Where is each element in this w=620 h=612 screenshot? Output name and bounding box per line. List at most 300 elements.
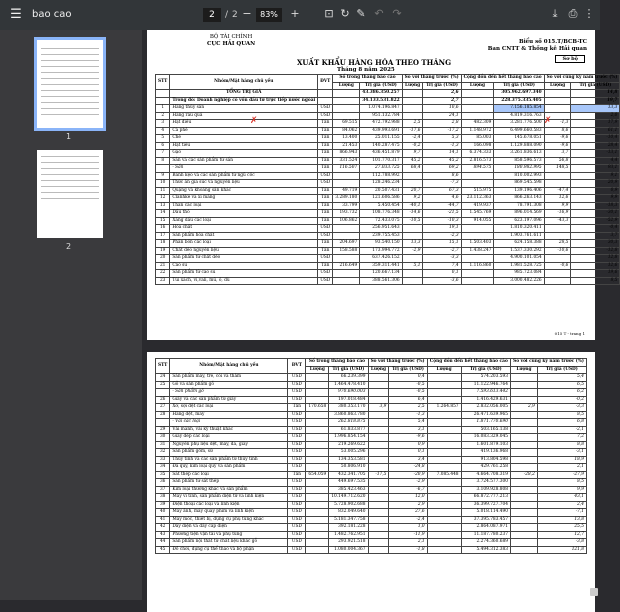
table-cell: 2.816.573	[461, 157, 494, 165]
col-unit: ĐVT	[318, 75, 333, 90]
table-cell: Tấn	[318, 157, 333, 165]
table-cell	[427, 426, 461, 434]
table-cell: -21,5	[423, 210, 461, 218]
table-cell	[333, 105, 360, 113]
table-cell: 3,4	[389, 456, 427, 464]
table-cell: 3,9	[368, 404, 389, 412]
table-cell: Sản phẩm gốm, sứ	[170, 449, 288, 457]
table-cell	[402, 105, 423, 113]
table-cell: 13,3	[571, 105, 620, 113]
table-cell: 139.196.406	[494, 187, 544, 195]
table-cell: 913.804.598	[461, 456, 510, 464]
table-cell: -3,6	[423, 277, 461, 285]
table-cell: 832.049.640	[329, 509, 368, 517]
table-cell: 193.732	[333, 210, 360, 218]
table-cell: 637.426.152	[360, 255, 402, 263]
table-cell	[333, 97, 360, 105]
table-cell: Bánh kẹo và các sản phẩm từ ngũ cốc	[170, 172, 318, 180]
table-cell: 3.281.776.500	[494, 120, 544, 128]
table-cell: -10,4	[571, 135, 620, 143]
table-cell	[461, 105, 494, 113]
table-cell: 7.156.185.854	[494, 105, 544, 113]
table-cell	[306, 449, 329, 457]
table-cell: 19,1	[423, 225, 461, 233]
table-cell: Sản phẩm từ cao su	[170, 270, 318, 278]
table-cell	[510, 456, 537, 464]
table-cell: 170.658	[306, 404, 329, 412]
sub-qty: Lượng	[427, 366, 461, 374]
table-cell: 1.503.403	[461, 240, 494, 248]
table-cell: 0,9	[389, 441, 427, 449]
table-cell: -43,3	[544, 217, 571, 225]
table-cell: USD	[288, 449, 306, 457]
table-cell: Tấn	[318, 127, 333, 135]
table-cell: 2,9	[389, 501, 427, 509]
table-cell: 216.649	[333, 262, 360, 270]
table-cell	[306, 419, 329, 427]
table-cell: 11.122.946.764	[461, 381, 510, 389]
table-cell: 2,1	[537, 464, 586, 472]
table-cell: 49.719	[333, 187, 360, 195]
table-cell: USD	[318, 225, 333, 233]
table-cell: 121.606.586	[360, 195, 402, 203]
table-cell	[461, 112, 494, 120]
table-cell	[427, 479, 461, 487]
table-cell: Trong đó: Doanh nghiệp có vốn đầu tư trực tiếp nước ngoài	[170, 97, 318, 105]
table-cell: Sản phẩm từ chất dẻo	[170, 255, 318, 263]
table-cell	[510, 516, 537, 524]
table-cell	[510, 374, 537, 382]
page-total: 2	[232, 10, 238, 20]
table-cell: 20	[156, 255, 170, 263]
table-cell: 43.386.350.257	[360, 90, 402, 98]
table-cell	[402, 112, 423, 120]
table-cell: Chè	[170, 135, 318, 143]
table-cell: Tấn	[318, 217, 333, 225]
table-cell: - Vải các loại	[170, 419, 288, 427]
table-cell	[402, 270, 423, 278]
table-cell: -10,3	[423, 217, 461, 225]
table-cell: 21	[156, 262, 170, 270]
table-cell: 16.083.329.045	[461, 434, 510, 442]
table-cell: 482.309	[461, 120, 494, 128]
zoom-input[interactable]: 83%	[256, 8, 282, 22]
table-cell	[306, 434, 329, 442]
sub-qty: Lượng	[306, 366, 329, 374]
table-cell: Nguyên phụ liệu dệt, may, da, giày	[170, 441, 288, 449]
table-cell: 17,9	[571, 120, 620, 128]
table-cell	[368, 441, 389, 449]
table-cell: 204.697	[333, 240, 360, 248]
table-cell: -2,4	[402, 135, 423, 143]
table-cell: 66.872.777.213	[461, 494, 510, 502]
table-cell: -52,9	[571, 217, 620, 225]
table-cell	[306, 389, 329, 397]
table-cell	[333, 225, 360, 233]
table-cell: -2,4	[389, 516, 427, 524]
table-cell	[461, 255, 494, 263]
table-cell	[368, 449, 389, 457]
table-cell: USD	[288, 539, 306, 547]
table-cell: 7.085.448	[427, 471, 461, 479]
table-cell: -2,9	[389, 479, 427, 487]
table-cell: 11	[156, 187, 170, 195]
table-cell: 53.005.296	[329, 449, 368, 457]
table-cell: 1.464.478.410	[329, 381, 368, 389]
table-cell: 45	[156, 546, 170, 554]
table-row	[156, 225, 620, 233]
table-row	[156, 142, 620, 150]
pdf-toolbar	[0, 0, 600, 30]
table-cell: 140.287.475	[360, 142, 402, 150]
table-cell	[427, 464, 461, 472]
table-cell: 2,0	[571, 112, 620, 120]
sub-qty: Lượng	[461, 82, 494, 90]
table-cell: Gỗ và sản phẩm gỗ	[170, 381, 288, 389]
table-cell: Kim loại thường khác và sản phẩm	[170, 486, 288, 494]
table-cell: 9,9	[544, 202, 571, 210]
table-cell: 574.203.593	[461, 374, 510, 382]
table-cell: 18	[156, 240, 170, 248]
table-row	[156, 509, 587, 517]
rotate-icon[interactable]: ↻	[340, 7, 350, 20]
table-cell	[510, 434, 537, 442]
table-cell: 26.471.639.965	[461, 411, 510, 419]
report-title: XUẤT KHẨU HÀNG HÓA THEO THÁNG	[297, 58, 452, 67]
table-cell	[510, 509, 537, 517]
table-cell	[427, 389, 461, 397]
table-cell	[333, 180, 360, 188]
table-cell	[427, 531, 461, 539]
table-cell: -3,8	[537, 539, 586, 547]
table-cell: 359.311.441	[360, 262, 402, 270]
table-cell: 13,3	[402, 240, 423, 248]
table-cell: 6.374.333	[461, 150, 494, 158]
table-cell: 69.515	[333, 120, 360, 128]
table-cell: 33.799	[333, 202, 360, 210]
table-cell: 27	[156, 404, 170, 412]
col-cum: Cộng dồn đến hết tháng báo cáo	[427, 359, 510, 367]
table-cell: Cà phê	[170, 127, 318, 135]
export-table-page1	[155, 74, 620, 285]
table-cell: 2,1	[389, 539, 427, 547]
table-cell: 866.263.143	[494, 195, 544, 203]
form-dept: Ban CNTT & Thống kê Hải quan	[487, 46, 587, 52]
table-cell: -2,1	[537, 426, 586, 434]
table-cell: -0,2	[537, 396, 586, 404]
table-cell	[510, 419, 537, 427]
table-cell: -0,4	[571, 225, 620, 233]
table-cell: 8	[156, 157, 170, 165]
table-cell: -27,9	[537, 471, 586, 479]
table-cell	[306, 524, 329, 532]
col-month: Số trong tháng báo cáo	[333, 75, 402, 83]
table-cell: Tấn	[318, 210, 333, 218]
table-cell: 3.261.836.613	[494, 150, 544, 158]
table-row	[156, 449, 587, 457]
table-row	[156, 202, 620, 210]
print-icon[interactable]: ⎙	[568, 7, 578, 20]
table-cell	[427, 381, 461, 389]
table-cell: USD	[288, 396, 306, 404]
table-row	[156, 262, 620, 270]
table-cell: 25.011.155	[360, 135, 402, 143]
table-cell	[368, 479, 389, 487]
table-cell	[510, 396, 537, 404]
table-cell: 14,1	[423, 150, 461, 158]
table-cell: 2	[156, 112, 170, 120]
redo-icon[interactable]: ↷	[392, 7, 402, 20]
table-cell: USD	[288, 411, 306, 419]
page-thumbnail-1[interactable]	[37, 40, 103, 128]
table-row	[156, 479, 587, 487]
table-cell: 30	[156, 434, 170, 442]
table-cell: -47,4	[544, 187, 571, 195]
table-cell: 1	[156, 105, 170, 113]
table-cell	[510, 441, 537, 449]
table-cell: Đồ chơi, dụng cụ thể thao và bộ phận	[170, 546, 288, 554]
table-cell: 23	[156, 277, 170, 285]
menu-icon[interactable]: ☰	[10, 7, 22, 22]
table-cell: -44,7	[423, 202, 461, 210]
table-cell: 228.375.335.405	[494, 97, 544, 105]
table-cell: 3.289.180	[333, 195, 360, 203]
page-indicator	[203, 8, 238, 22]
table-cell	[402, 232, 423, 240]
table-cell: 61,1	[571, 127, 620, 135]
table-row	[156, 426, 587, 434]
table-cell: Sản phẩm nội thất từ chất liệu khác gỗ	[170, 539, 288, 547]
col-stt: STT	[156, 75, 170, 90]
zoom-in-icon[interactable]: +	[290, 7, 300, 20]
table-row	[156, 127, 620, 135]
form-number: Biểu số 015.T/BCB-TC	[518, 39, 587, 45]
table-cell: 45,2	[402, 157, 423, 165]
table-cell	[368, 396, 389, 404]
table-cell: Sản phẩm từ sắt thép	[170, 479, 288, 487]
table-cell: 101.770.317	[360, 157, 402, 165]
table-cell: 19,7	[571, 97, 620, 105]
table-cell: 0,1	[423, 270, 461, 278]
table-row	[156, 135, 620, 143]
table-cell	[306, 546, 329, 554]
table-cell: Tấn	[288, 404, 306, 412]
table-row	[156, 404, 587, 412]
table-cell: 43,1	[537, 494, 586, 502]
table-cell: 9,9	[571, 195, 620, 203]
draw-icon[interactable]: ✎	[356, 7, 366, 20]
table-cell: 3,7	[544, 150, 571, 158]
table-cell: 858.596.573	[494, 157, 544, 165]
table-cell: 14,8	[571, 90, 620, 98]
table-cell: 385.423.463	[329, 486, 368, 494]
table-cell: 8,6	[544, 127, 571, 135]
table-cell	[544, 225, 571, 233]
table-cell: Sắt thép các loại	[170, 471, 288, 479]
table-row	[156, 210, 620, 218]
table-cell: 72.433.075	[360, 217, 402, 225]
table-cell	[461, 90, 494, 98]
table-cell: 256.951.643	[360, 225, 402, 233]
table-cell: 2,9	[510, 404, 537, 412]
table-cell	[333, 112, 360, 120]
table-row	[156, 516, 587, 524]
table-cell: -24,8	[389, 464, 427, 472]
table-cell: 1.545.769	[461, 210, 494, 218]
table-cell	[510, 486, 537, 494]
table-cell: Hàng dệt, may	[170, 411, 288, 419]
page-number-input[interactable]: 2	[203, 8, 221, 22]
table-cell: 914.055	[461, 217, 494, 225]
table-cell: 39	[156, 501, 170, 509]
table-cell: 145.678.051	[494, 135, 544, 143]
table-cell: 42	[156, 524, 170, 532]
table-cell	[368, 516, 389, 524]
table-cell: 4.664.708.319	[461, 471, 510, 479]
table-cell: USD	[288, 546, 306, 554]
table-cell	[306, 486, 329, 494]
table-cell: 25	[156, 381, 170, 389]
table-cell: 8,5	[537, 479, 586, 487]
table-cell: 6	[156, 142, 170, 150]
table-cell: 4.900.101.054	[494, 255, 544, 263]
table-cell	[461, 97, 494, 105]
fit-page-icon[interactable]: ⊡	[324, 7, 334, 20]
table-cell: 449.697.535	[329, 479, 368, 487]
table-cell	[402, 277, 423, 285]
col-cum: Cộng dồn đến hết tháng báo cáo	[461, 75, 544, 83]
undo-icon[interactable]: ↶	[374, 7, 384, 20]
sub-val: Trị giá (USD)	[494, 82, 544, 90]
table-cell: 8,5	[571, 277, 620, 285]
table-cell: Dây điện và dây cáp điện	[170, 524, 288, 532]
table-cell: Giày dép các loại	[170, 434, 288, 442]
table-cell: -7,3	[423, 180, 461, 188]
table-cell: -9,6	[544, 135, 571, 143]
table-cell	[510, 494, 537, 502]
table-cell: 219.269.622	[329, 441, 368, 449]
table-cell: USD	[288, 389, 306, 397]
table-cell	[368, 419, 389, 427]
table-cell: 13,8	[537, 516, 586, 524]
table-cell	[427, 524, 461, 532]
pdf-page-1	[147, 30, 618, 340]
table-cell: Điện thoại các loại và linh kiện	[170, 501, 288, 509]
table-cell: Phân bón các loại	[170, 240, 318, 248]
table-row	[156, 396, 587, 404]
table-cell: 1.482.762.951	[329, 531, 368, 539]
table-row	[156, 374, 587, 382]
download-icon[interactable]: ⤓	[552, 7, 558, 20]
table-cell: Tấn	[318, 247, 333, 255]
table-cell: 41	[156, 516, 170, 524]
zoom-out-icon[interactable]: −	[242, 7, 252, 20]
pdf-page-2	[147, 352, 595, 612]
table-cell: Máy ảnh, máy quay phim và linh kiện	[170, 509, 288, 517]
table-cell: -7,1	[537, 509, 586, 517]
table-cell	[544, 97, 571, 105]
scroll-indicator-icon[interactable]	[590, 588, 598, 596]
table-cell: 869.545.598	[494, 180, 544, 188]
table-row	[156, 277, 620, 285]
table-cell: Hạt điều	[170, 120, 318, 128]
table-cell: -17,5	[368, 471, 389, 479]
table-cell: 12,6	[544, 195, 571, 203]
table-cell: Clanhke và xi măng	[170, 195, 318, 203]
table-cell: Sản phẩm mây, tre, cói và thảm	[170, 374, 288, 382]
table-cell: 3,1	[389, 426, 427, 434]
table-row	[156, 441, 587, 449]
table-cell: -10,6	[544, 247, 571, 255]
table-row	[156, 539, 587, 547]
table-cell: 436.451.879	[360, 150, 402, 158]
table-cell: 19,6	[571, 270, 620, 278]
table-cell: -40,1	[402, 202, 423, 210]
table-cell	[510, 524, 537, 532]
table-cell	[544, 172, 571, 180]
table-cell: 7.593.613.442	[461, 389, 510, 397]
table-cell: 392.181.228	[329, 524, 368, 532]
table-cell: 3	[156, 120, 170, 128]
table-cell: USD	[288, 516, 306, 524]
table-cell: 2,5	[389, 404, 427, 412]
table-cell: USD	[288, 456, 306, 464]
table-cell: USD	[288, 531, 306, 539]
table-cell: 93.540.150	[360, 240, 402, 248]
table-cell	[427, 374, 461, 382]
table-cell	[333, 277, 360, 285]
table-cell: 32	[156, 449, 170, 457]
table-cell	[333, 270, 360, 278]
table-cell	[427, 449, 461, 457]
table-cell: - Sắn	[170, 165, 318, 173]
sub-qty: Lượng	[368, 366, 389, 374]
table-cell	[368, 524, 389, 532]
more-icon[interactable]: ⋮	[583, 7, 595, 20]
table-cell: 1.871.770.690	[461, 419, 510, 427]
table-cell: 2,4	[537, 501, 586, 509]
table-cell: USD	[288, 374, 306, 382]
table-cell: -2,9	[402, 247, 423, 255]
document-viewer[interactable]	[142, 30, 618, 600]
table-cell	[156, 165, 170, 173]
table-cell: 380.353.170	[329, 404, 368, 412]
table-cell: 1.903.761.611	[494, 232, 544, 240]
table-cell: 66.239.399	[329, 374, 368, 382]
table-cell: 29	[156, 426, 170, 434]
page-thumbnail-2[interactable]	[37, 150, 103, 238]
table-cell	[333, 232, 360, 240]
table-cell: Xăng dầu các loại	[170, 217, 318, 225]
table-cell: 388.561.306	[360, 277, 402, 285]
table-cell	[427, 486, 461, 494]
table-cell: 25,5	[537, 524, 586, 532]
table-cell: 9,2	[402, 195, 423, 203]
table-cell: 2,5	[402, 120, 423, 128]
table-cell: 4.819.316.763	[494, 112, 544, 120]
table-cell: 439.993.691	[360, 127, 402, 135]
table-cell: Phương tiện vận tải và phụ tùng	[170, 531, 288, 539]
col-vs-prev: So với tháng trước (%)	[402, 75, 461, 83]
table-cell: 30,3	[571, 240, 620, 248]
table-cell: 16	[156, 225, 170, 233]
table-cell	[306, 509, 329, 517]
table-cell: 8,5	[537, 411, 586, 419]
table-cell: -1,3	[423, 142, 461, 150]
table-cell: -3,1	[537, 449, 586, 457]
table-cell: -14,6	[402, 210, 423, 218]
table-cell: 31	[156, 441, 170, 449]
